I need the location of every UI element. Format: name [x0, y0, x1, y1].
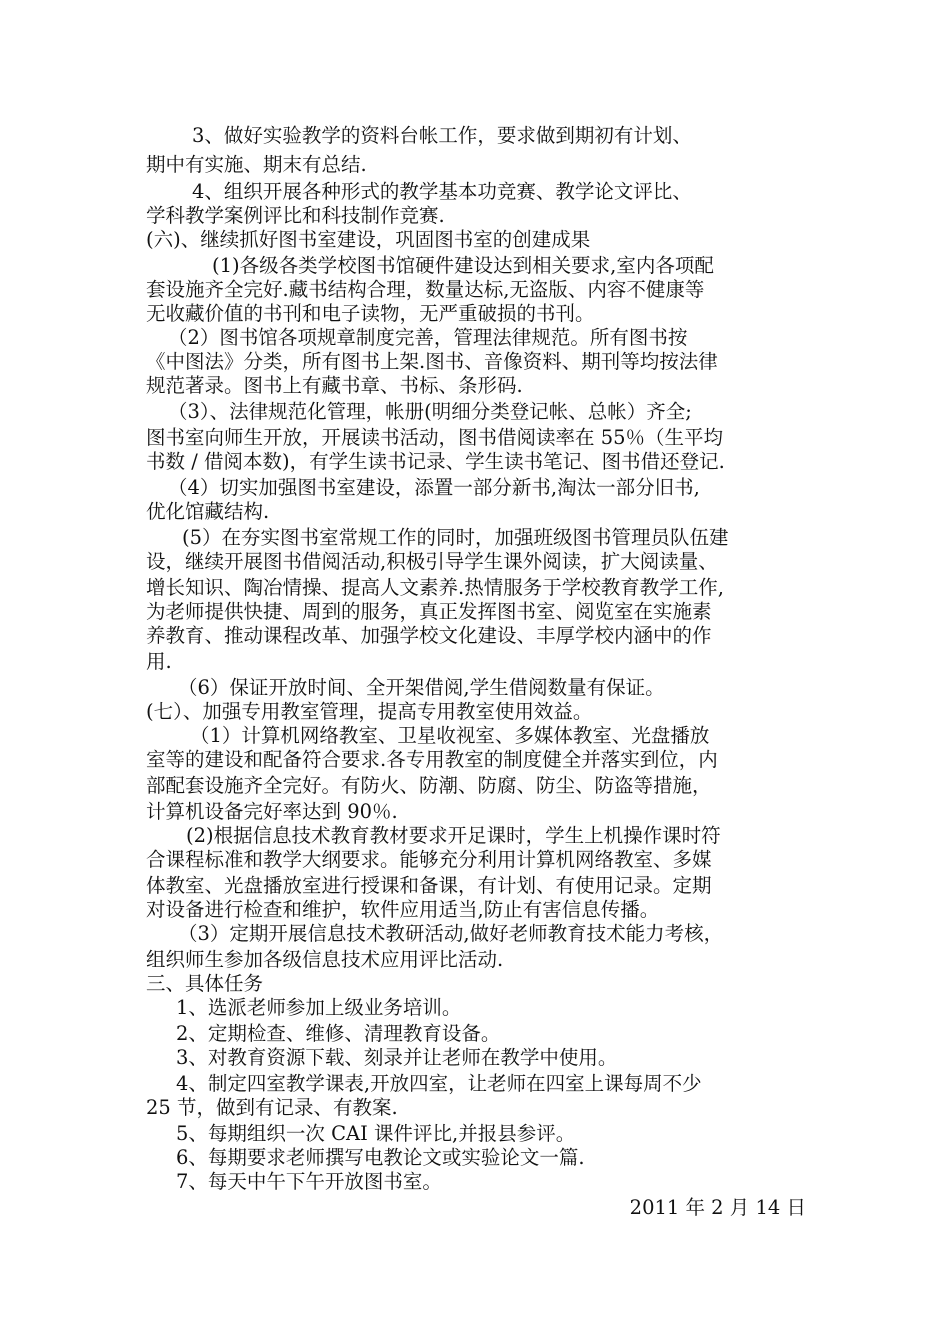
text-line: （4）切实加强图书室建设，添置一部分新书,淘汰一部分旧书,	[168, 476, 700, 499]
text-line: 规范著录。图书上有藏书章、书标、条形码.	[146, 374, 523, 397]
text-line: （2）图书馆各项规章制度完善，管理法律规范。所有图书按	[168, 326, 688, 349]
section-heading: (六)、继续抓好图书室建设，巩固图书室的创建成果	[146, 228, 591, 251]
list-item: 6、每期要求老师撰写电教论文或实验论文一篇.	[176, 1146, 585, 1169]
text-line: 学科教学案例评比和科技制作竞赛.	[146, 204, 445, 227]
text-line: （1）计算机网络教室、卫星收视室、多媒体教室、光盘播放	[190, 724, 710, 747]
text-line: 无收藏价值的书刊和电子读物，无严重破损的书刊。	[146, 302, 595, 325]
text-line: 4、组织开展各种形式的教学基本功竞赛、教学论文评比、	[192, 180, 692, 203]
document-date: 2011 年 2 月 14 日	[629, 1196, 806, 1219]
text-line: 3、做好实验教学的资料台帐工作，要求做到期初有计划、	[192, 124, 692, 147]
list-item: 2、定期检查、维修、清理教育设备。	[176, 1022, 501, 1045]
text-line: 书数 / 借阅本数)，有学生读书记录、学生读书笔记、图书借还登记.	[146, 450, 725, 473]
section-heading: 三、具体任务	[146, 972, 264, 995]
text-line: 增长知识、陶冶情操、提高人文素养.热情服务于学校教育教学工作,	[146, 576, 724, 599]
text-line: (2)根据信息技术教育教材要求开足课时，学生上机操作课时符	[186, 824, 721, 847]
text-line: （3）定期开展信息技术教研活动,做好老师教育技术能力考核，	[178, 922, 724, 945]
text-line: 用.	[146, 650, 172, 673]
text-line: 《中图法》分类，所有图书上架.图书、音像资料、期刊等均按法律	[146, 350, 718, 373]
text-line: 体教室、光盘播放室进行授课和备课，有计划、有使用记录。定期	[146, 874, 712, 897]
text-line: 计算机设备完好率达到 90％.	[146, 800, 398, 823]
text-line: (1)各级各类学校图书馆硬件建设达到相关要求,室内各项配	[212, 254, 714, 277]
section-heading: (七）、加强专用教室管理，提高专用教室使用效益。	[146, 700, 593, 723]
text-line: 合课程标准和教学大纲要求。能够充分利用计算机网络教室、多媒	[146, 848, 712, 871]
text-line: 优化馆藏结构.	[146, 500, 270, 523]
text-line: （3）、法律规范化管理，帐册(明细分类登记帐、总帐）齐全;	[168, 400, 692, 423]
list-item: 7、每天中午下午开放图书室。	[176, 1170, 442, 1193]
text-line: 部配套设施齐全完好。有防火、防潮、防腐、防尘、防盗等措施，	[146, 774, 712, 797]
list-item: 1、选派老师参加上级业务培训。	[176, 996, 462, 1019]
text-line: 设，继续开展图书借阅活动,积极引导学生课外阅读，扩大阅读量、	[146, 550, 718, 573]
text-line: 图书室向师生开放，开展读书活动，图书借阅读率在 55％（生平均	[146, 426, 724, 449]
text-line: 套设施齐全完好.藏书结构合理，数量达标,无盗版、内容不健康等	[146, 278, 705, 301]
text-line: 为老师提供快捷、周到的服务，真正发挥图书室、阅览室在实施素	[146, 600, 712, 623]
text-line: 期中有实施、期末有总结.	[146, 153, 367, 176]
text-line: 室等的建设和配备符合要求.各专用教室的制度健全并落实到位，内	[146, 748, 718, 771]
list-item: 3、对教育资源下载、刻录并让老师在教学中使用。	[176, 1046, 618, 1069]
text-line: (5）在夯实图书室常规工作的同时，加强班级图书管理员队伍建	[182, 526, 729, 549]
text-line: 25 节，做到有记录、有教案.	[146, 1096, 398, 1119]
list-item: 4、制定四室教学课表,开放四室，让老师在四室上课每周不少	[176, 1072, 702, 1095]
text-line: 组织师生参加各级信息技术应用评比活动.	[146, 948, 504, 971]
text-line: 对设备进行检查和维护，软件应用适当,防止有害信息传播。	[146, 898, 660, 921]
text-line: （6）保证开放时间、全开架借阅,学生借阅数量有保证。	[178, 676, 665, 699]
list-item: 5、每期组织一次 CAI 课件评比,并报县参评。	[176, 1122, 576, 1145]
text-line: 养教育、推动课程改革、加强学校文化建设、丰厚学校内涵中的作	[146, 624, 712, 647]
